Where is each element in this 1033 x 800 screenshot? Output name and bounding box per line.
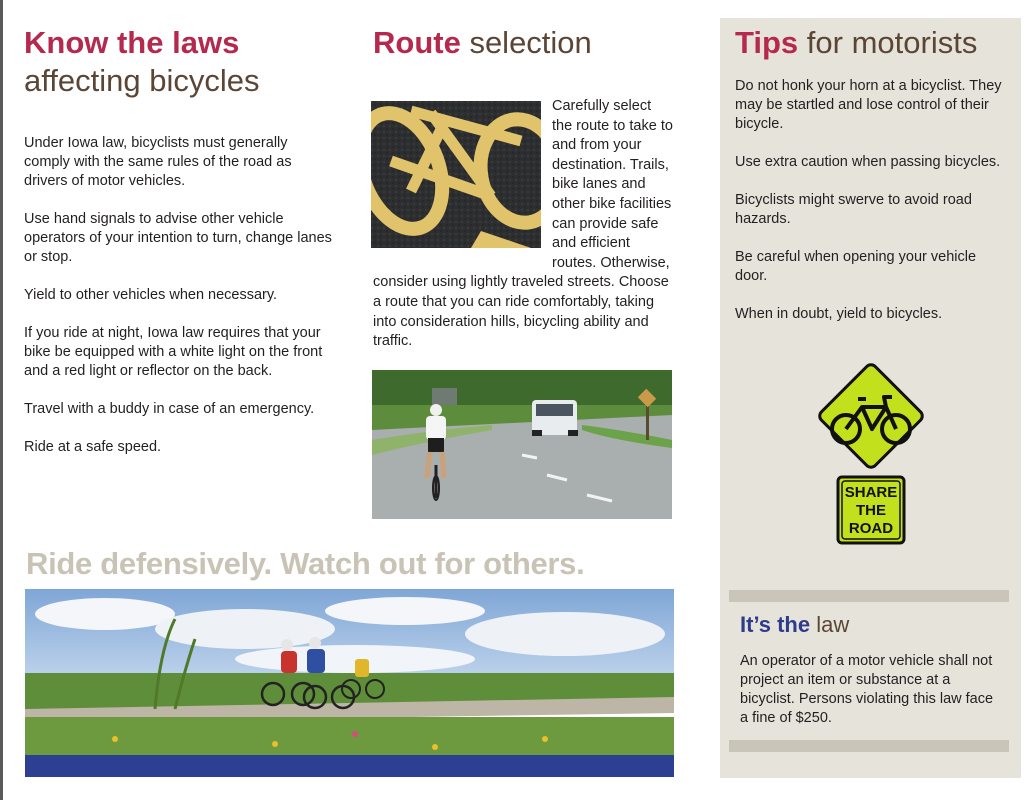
route-selection-section [373, 24, 678, 62]
route-selection-heading [373, 24, 678, 62]
cyclist-on-road-photo [372, 370, 672, 519]
heading-rest: selection [460, 25, 592, 60]
heading-rest: affecting bicycles [24, 63, 260, 98]
divider-bar [729, 740, 1009, 752]
sign-line: THE [856, 502, 886, 519]
heading-accent: Tips [735, 25, 799, 60]
heading-accent: Route [373, 25, 461, 60]
tips-list [735, 77, 1010, 343]
ride-defensively-tagline: Ride defensively. Watch out for others. [26, 546, 585, 581]
divider-bar [729, 590, 1009, 602]
share-the-road-sign-icon [806, 351, 936, 551]
its-the-law-heading [740, 610, 849, 640]
law-heading-rest: law [810, 612, 850, 637]
law-paragraph: Under Iowa law, bicyclists must generally comply with the same rules of the road as drivers of motor vehicles. [24, 135, 292, 189]
law-paragraph: Use hand signals to advise other vehicle operators of your intention to turn, change lanes or stop. [24, 211, 332, 265]
tip-paragraph: Use extra caution when passing bicycles. [735, 154, 1001, 170]
tips-for-motorists-panel [720, 18, 1021, 778]
tips-heading [735, 24, 977, 62]
law-paragraph: If you ride at night, Iowa law requires that your bike be equipped with a white light on the front and a red light or reflector on the back. [24, 325, 323, 379]
tip-paragraph: When in doubt, yield to bicycles. [735, 306, 943, 322]
tip-paragraph: Do not honk your horn at a bicyclist. They may be startled and lose control of their bicycle. [735, 78, 1002, 132]
route-body: Carefully select the route to take to and from your destination. Trails, bike lanes and other bike facilities can provide safe and efficient routes. Otherwise, consider using lightly traveled streets. Choose a route that you can ride comfortably, taking into consideration hills, bicycling ability and traffic. [373, 98, 673, 350]
route-selection-text [373, 97, 675, 352]
page-edge-rule [0, 0, 3, 800]
sign-line: ROAD [848, 520, 894, 537]
law-text: An operator of a motor vehicle shall not project an item or substance at a bicyclist. Persons violating this law face a fine of $250. [740, 653, 994, 726]
tip-paragraph: Bicyclists might swerve to avoid road hazards. [735, 192, 972, 227]
law-heading-bold: It’s the [740, 612, 811, 637]
know-the-laws-section [24, 24, 334, 476]
know-the-laws-heading [24, 24, 334, 100]
group-bike-ride-photo [25, 589, 674, 777]
tip-paragraph: Be careful when opening your vehicle door. [735, 249, 977, 284]
sign-line: SHARE [844, 484, 898, 501]
heading-rest: for motorists [798, 25, 978, 60]
law-paragraph: Travel with a buddy in case of an emergency. [24, 401, 315, 417]
law-paragraph: Ride at a safe speed. [24, 439, 162, 455]
law-paragraph: Yield to other vehicles when necessary. [24, 287, 278, 303]
heading-accent: Know the laws [24, 25, 240, 60]
